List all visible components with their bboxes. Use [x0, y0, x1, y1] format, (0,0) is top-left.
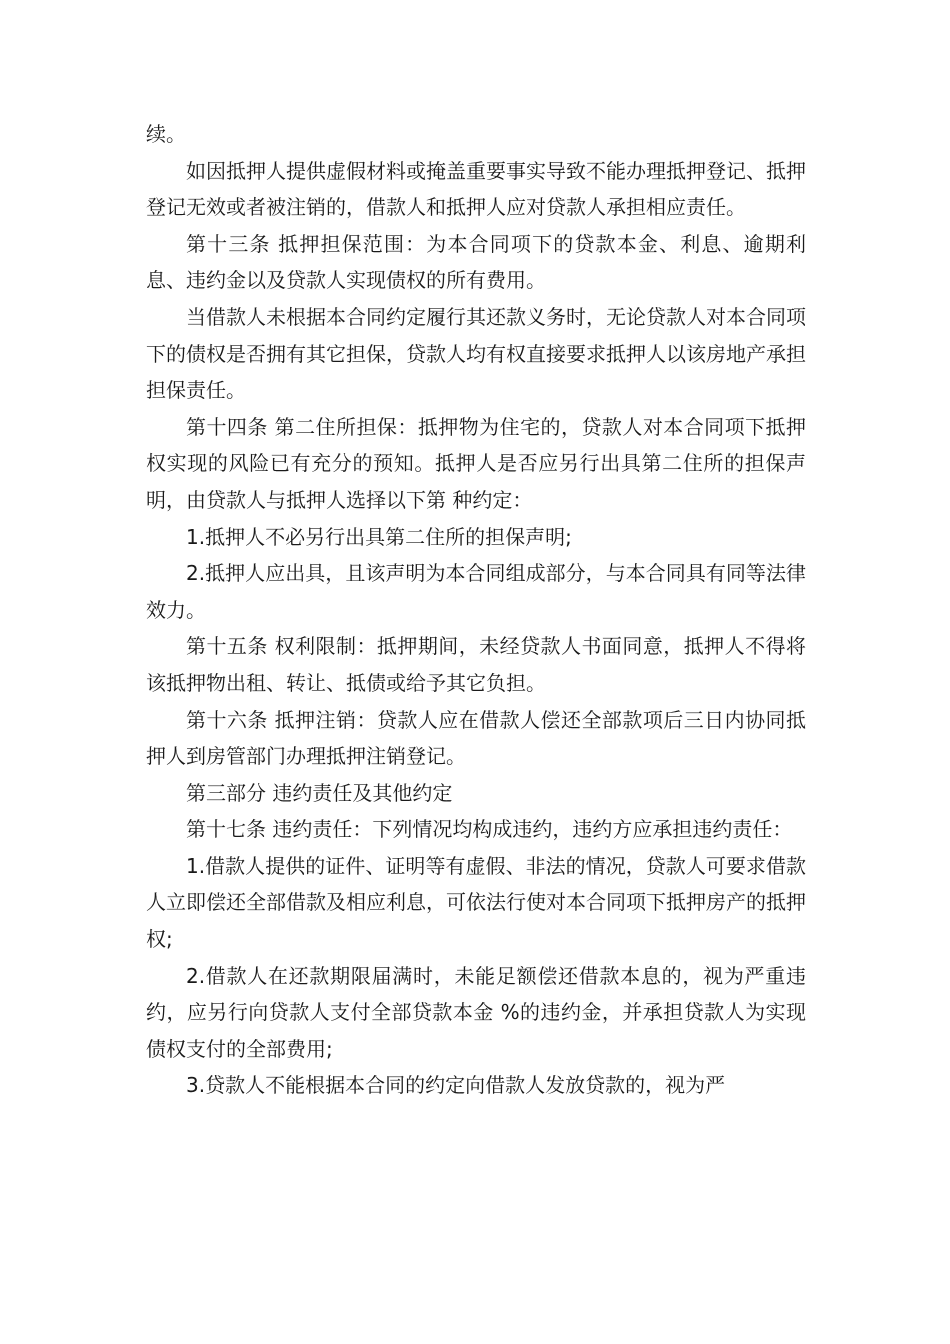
paragraph-12: 2.借款人在还款期限届满时，未能足额偿还借款本息的，视为严重违约，应另行向贷款人支付全部贷款本金 %的违约金，并承担贷款人为实现债权支付的全部费用;: [146, 963, 806, 1061]
section-heading: 第三部分 违约责任及其他约定: [186, 780, 453, 805]
paragraph-5: 1.抵押人不必另行出具第二住所的担保声明;: [186, 524, 572, 549]
paragraph-8: 第十六条 抵押注销：贷款人应在借款人偿还全部款项后三日内协同抵押人到房管部门办理抵押注销登记。: [146, 707, 806, 769]
paragraph-2: 第十三条 抵押担保范围：为本合同项下的贷款本金、利息、逾期利息、违约金以及贷款人实现债权的所有费用。: [146, 231, 806, 293]
paragraph-1: 如因抵押人提供虚假材料或掩盖重要事实导致不能办理抵押登记、抵押登记无效或者被注销的，借款人和抵押人应对贷款人承担相应责任。: [146, 158, 806, 220]
paragraph-0: 续。: [146, 122, 186, 146]
paragraph-13: 3.贷款人不能根据本合同的约定向借款人发放贷款的，视为严: [186, 1073, 726, 1098]
paragraph-3: 当借款人未根据本合同约定履行其还款义务时，无论贷款人对本合同项下的债权是否拥有其它担保，贷款人均有权直接要求抵押人以该房地产承担担保责任。: [146, 304, 806, 403]
paragraph-4: 第十四条 第二住所担保：抵押物为住宅的，贷款人对本合同项下抵押权实现的风险已有充分的预知。抵押人是否应另行出具第二住所的担保声明，由贷款人与抵押人选择以下第 种约定：: [146, 414, 806, 512]
paragraph-10: 第十七条 违约责任：下列情况均构成违约，违约方应承担违约责任：: [186, 817, 793, 842]
paragraph-6: 2.抵押人应出具，且该声明为本合同组成部分，与本合同具有同等法律效力。: [146, 561, 806, 622]
paragraph-11: 1.借款人提供的证件、证明等有虚假、非法的情况，贷款人可要求借款人立即偿还全部借款及相应利息，可依法行使对本合同项下抵押房产的抵押权;: [146, 853, 806, 952]
document-page: [146, 116, 806, 1104]
paragraph-7: 第十五条 权利限制：抵押期间，未经贷款人书面同意，抵押人不得将该抵押物出租、转让、抵债或给予其它负担。: [146, 634, 806, 695]
